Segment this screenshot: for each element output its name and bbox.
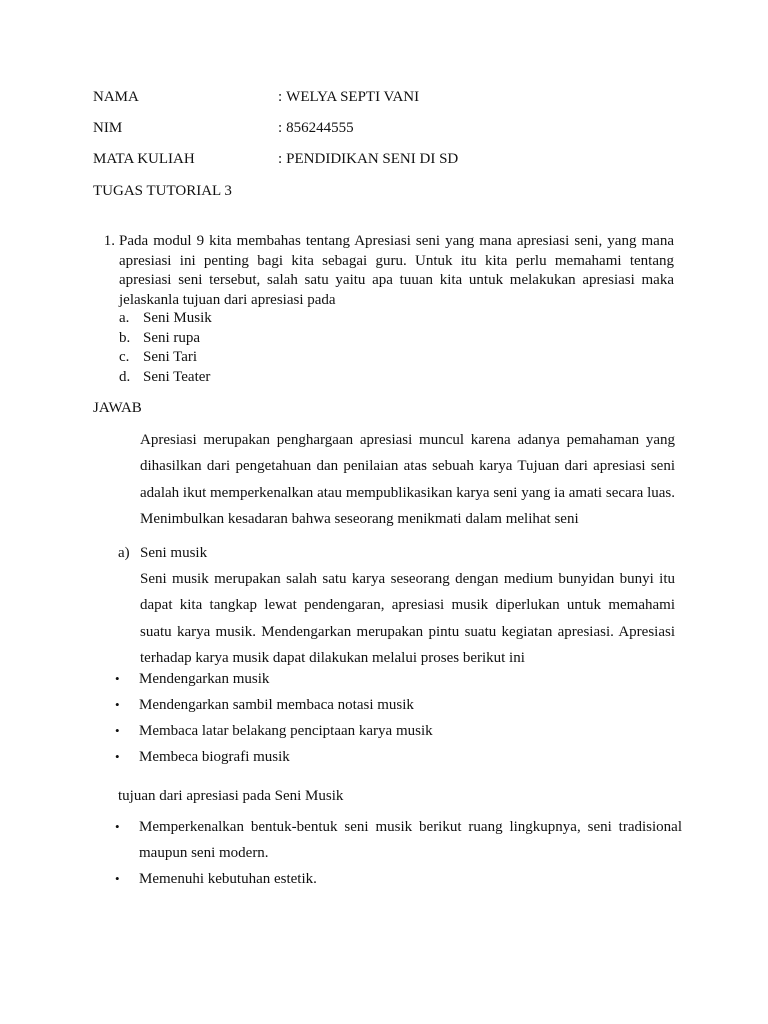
option-mark: d.	[119, 369, 131, 386]
colon: :	[278, 89, 283, 105]
info-label: MATA KULIAH	[93, 151, 195, 167]
list-item	[119, 368, 212, 388]
bullet-icon: •	[115, 697, 120, 712]
question-options	[119, 309, 212, 388]
bullet-icon: •	[115, 671, 120, 686]
option-mark: a.	[119, 310, 130, 326]
answer-intro-paragraph: Apresiasi merupakan penghargaan apresiasi muncul karena adanya pemahaman yang dihasilkan dari pengetahuan dan penilaian atas sebuah karya Tujuan dari apresiasi seni adalah ikut memperkenalkan atau mempublikasikan karya seni yang ia amati secara luas. Menimbulkan kesadaran bahwa seseorang menikmati dalam melihat seni	[140, 432, 675, 527]
list-item	[119, 309, 212, 329]
section-a-heading	[118, 543, 207, 563]
info-value	[278, 87, 419, 107]
list-item	[119, 329, 212, 349]
section-a-paragraph: Seni musik merupakan salah satu karya seseorang dengan medium bunyidan bunyi itu dapat kita tangkap lewat pendengaran, apresiasi musik diperlukan untuk memahami suatu karya musik. Mendengarkan merupakan pintu suatu kegiatan apresiasi. Apresiasi terhadap karya musik dapat dilakukan melalui proses berikut ini	[140, 571, 675, 666]
info-value-text: WELYA SEPTI VANI	[286, 89, 420, 105]
option-text: Seni Teater	[143, 369, 211, 386]
list-item	[112, 692, 682, 718]
task-title-text: TUGAS TUTORIAL 3	[93, 183, 232, 199]
goal-text: Memperkenalkan bentuk-bentuk seni musik berikut ruang lingkupnya, seni tradisional maupun seni modern.	[139, 819, 682, 861]
info-row-nim	[93, 118, 693, 138]
option-text: Seni rupa	[143, 329, 201, 346]
info-value-text: PENDIDIKAN SENI DI SD	[286, 151, 459, 167]
section-a-mark: a)	[118, 545, 130, 561]
goals-list	[112, 814, 682, 892]
section-a-title: Seni musik	[140, 545, 208, 561]
option-text: Seni Tari	[143, 349, 198, 366]
list-item	[119, 348, 212, 368]
step-text: Mendengarkan sambil membaca notasi musik	[139, 697, 414, 713]
step-text: Mendengarkan musik	[139, 671, 270, 687]
goal-text: Memenuhi kebutuhan estetik.	[139, 871, 317, 887]
bullet-icon: •	[115, 749, 120, 764]
info-row-mata-kuliah	[93, 149, 693, 169]
question-number: 1.	[103, 233, 115, 249]
bullet-icon: •	[115, 871, 120, 886]
list-item	[112, 666, 682, 692]
list-item	[112, 718, 682, 744]
option-text: Seni Musik	[143, 310, 212, 326]
question-text: Pada modul 9 kita membahas tentang Apresiasi seni yang mana apresiasi seni, yang mana apresiasi ini penting bagi kita sebagai guru. Untuk itu kita perlu memahami tentang apresiasi seni tersebut, salah satu yaitu apa tuuan kita untuk melakukan apresiasi maka jelaskanla tujuan dari apresiasi pada	[119, 233, 674, 309]
option-mark: b.	[119, 329, 131, 346]
info-row-nama	[93, 87, 693, 107]
task-title	[93, 181, 693, 201]
goals-heading: tujuan dari apresiasi pada Seni Musik	[118, 788, 344, 804]
info-label: NIM	[93, 120, 123, 136]
info-value	[278, 118, 354, 138]
colon: :	[278, 120, 283, 136]
info-value-text: 856244555	[286, 120, 354, 136]
info-value	[278, 149, 458, 169]
step-text: Membeca biografi musik	[139, 749, 290, 765]
info-label: NAMA	[93, 89, 139, 105]
step-text: Membaca latar belakang penciptaan karya musik	[139, 723, 433, 739]
list-item	[112, 744, 682, 770]
option-mark: c.	[119, 349, 130, 366]
list-item	[112, 814, 682, 866]
bullet-icon: •	[115, 723, 120, 738]
bullet-icon: •	[115, 819, 120, 834]
answer-heading: JAWAB	[93, 400, 142, 416]
list-item	[112, 866, 682, 892]
steps-list	[112, 666, 682, 770]
colon: :	[278, 151, 283, 167]
